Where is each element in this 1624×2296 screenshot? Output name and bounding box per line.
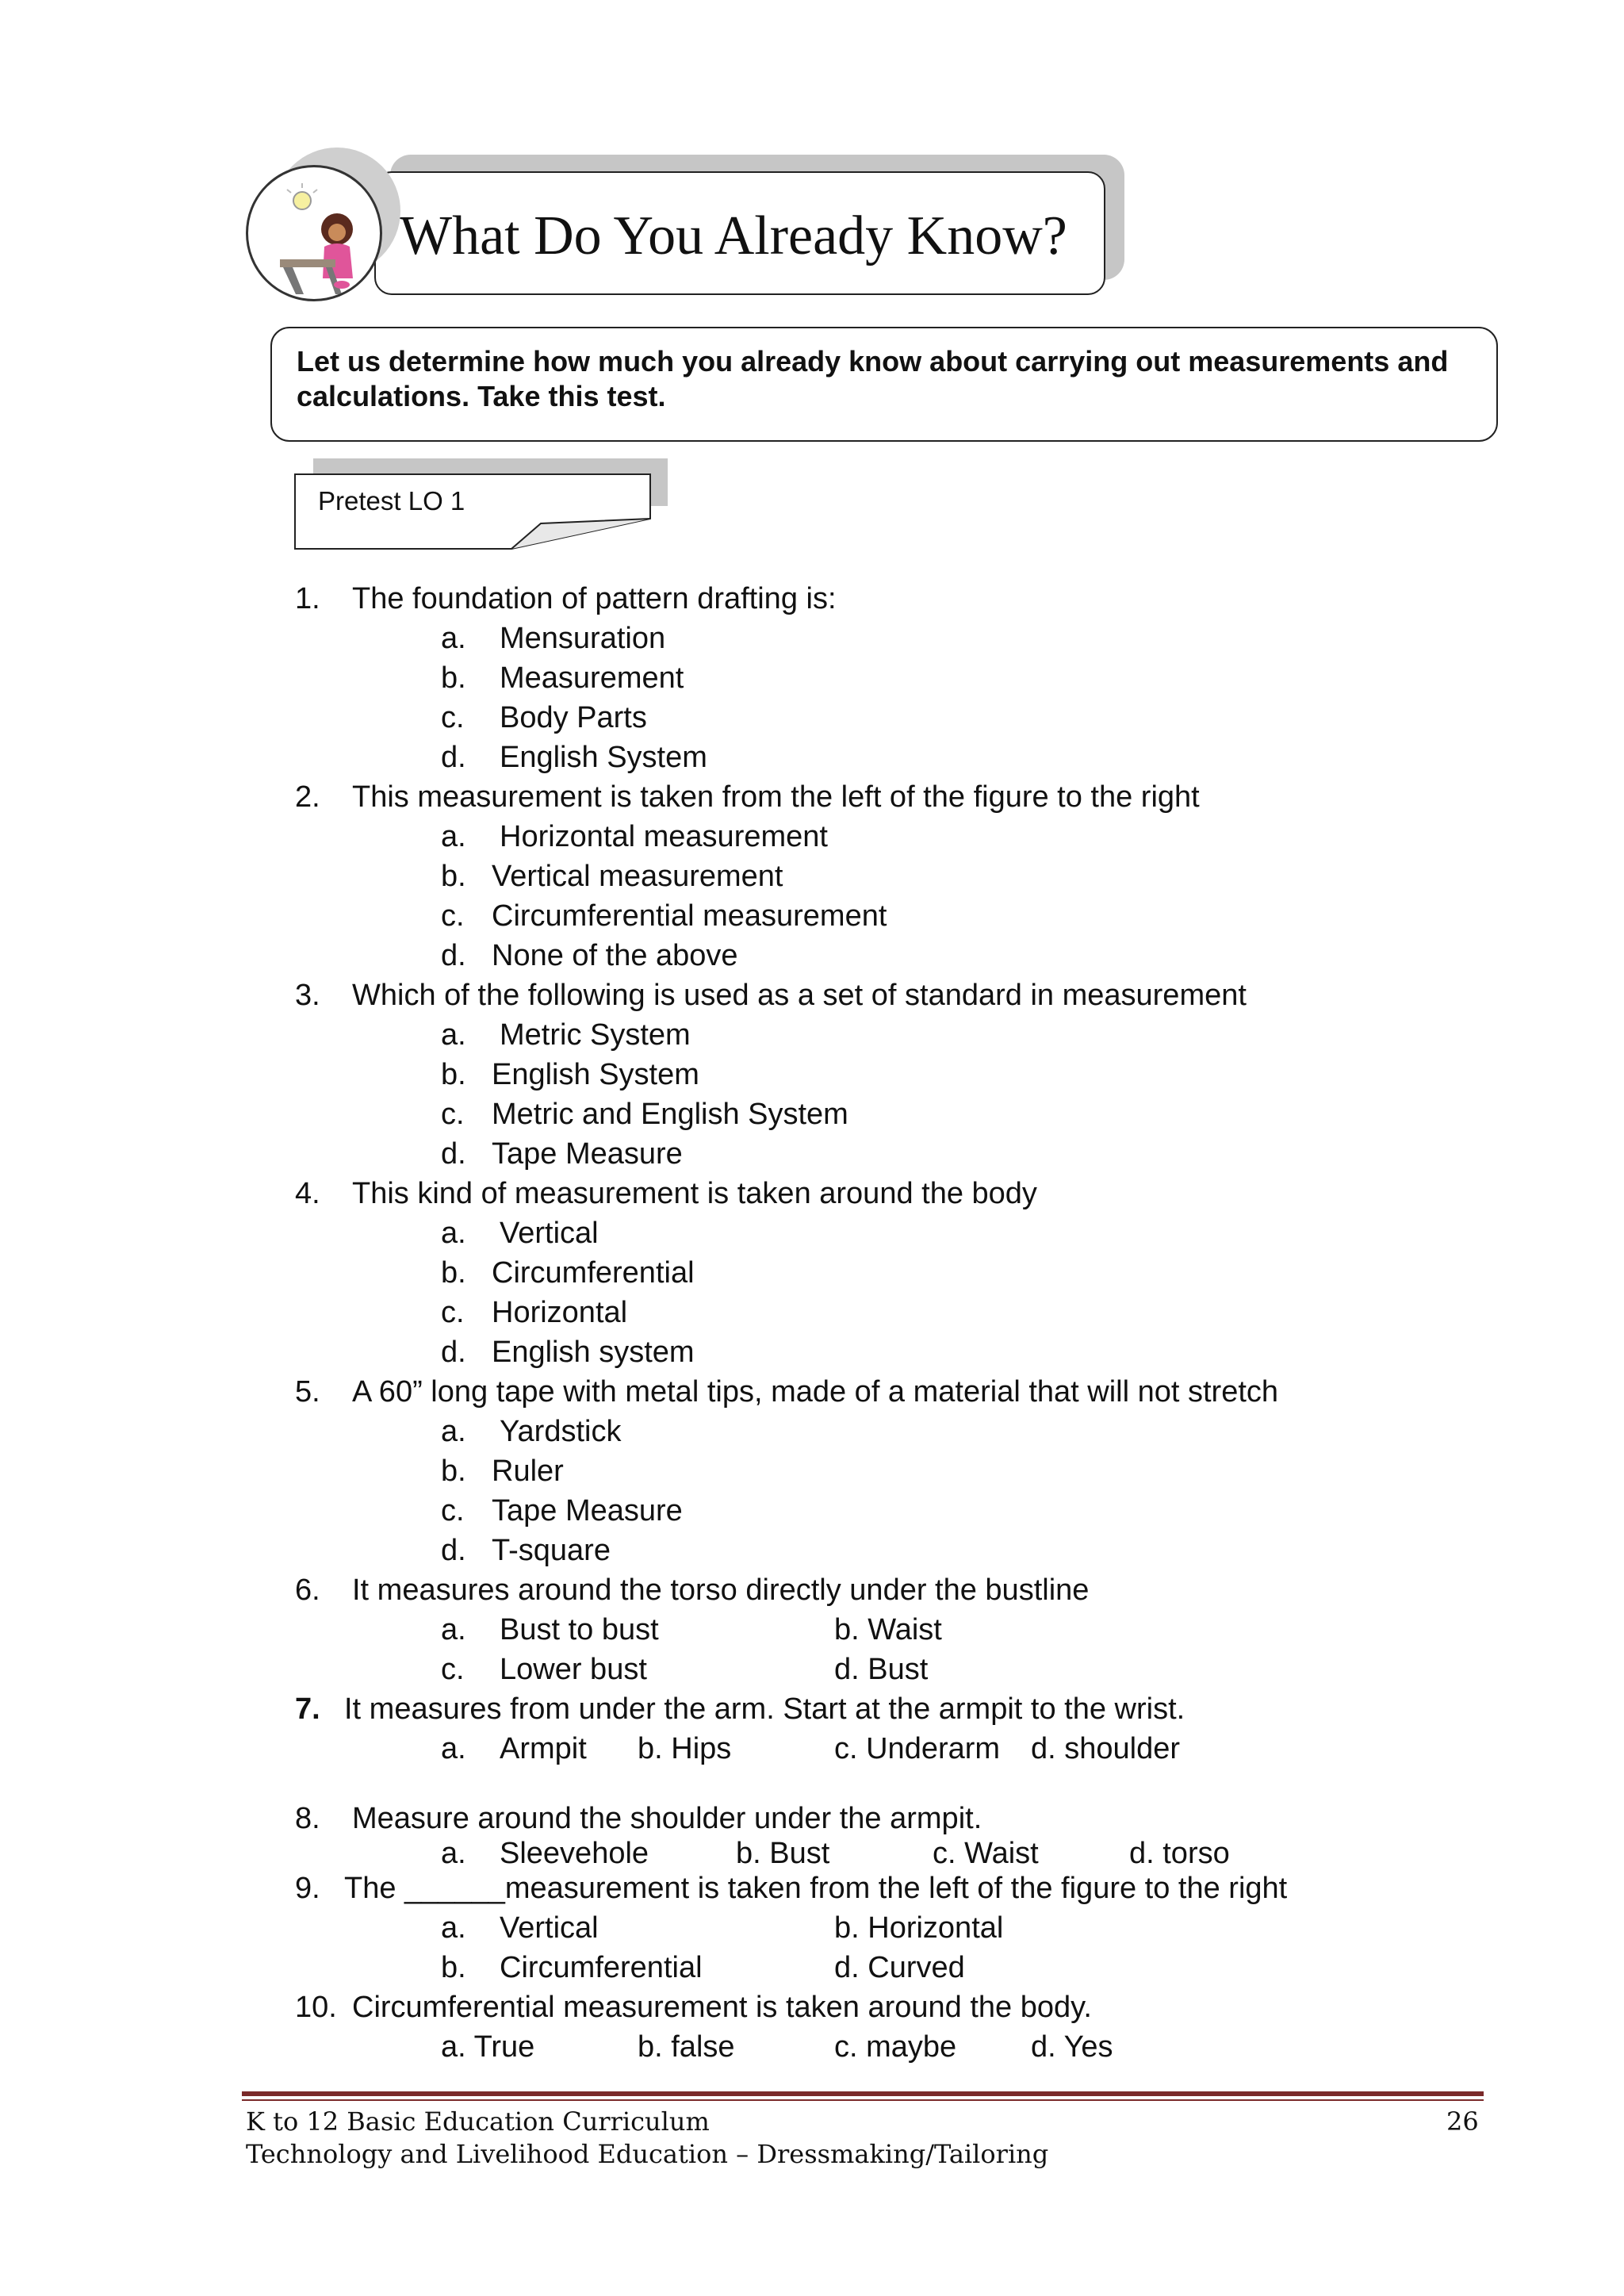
option-text: d. Yes — [1031, 2030, 1113, 2064]
option-text: Vertical — [500, 1217, 599, 1250]
option-letter: d. — [441, 939, 466, 972]
option-letter: a. — [441, 1911, 466, 1945]
footer-rule — [242, 2091, 1484, 2096]
option-text: b. Horizontal — [834, 1911, 1004, 1945]
option-text: d. Bust — [834, 1653, 929, 1686]
option-text: Vertical — [500, 1911, 599, 1945]
option-letter: a. — [441, 1415, 466, 1448]
option-letter: c. — [441, 701, 465, 734]
option-letter: a. — [441, 1217, 466, 1250]
footer-curriculum: K to 12 Basic Education Curriculum — [246, 2106, 710, 2137]
option-letter: d. — [441, 1336, 466, 1369]
question-number: 6. — [295, 1573, 320, 1607]
option-text: Bust to bust — [500, 1613, 659, 1646]
option-text: Measurement — [500, 661, 684, 695]
option-text: Body Parts — [500, 701, 647, 734]
option-letter: a. — [441, 622, 466, 655]
option-text: c. Waist — [933, 1837, 1039, 1870]
option-text: English System — [500, 741, 707, 774]
option-text: T-square — [492, 1534, 611, 1567]
option-text: b. Waist — [834, 1613, 942, 1646]
option-text: Sleevehole — [500, 1837, 649, 1870]
option-text: English system — [492, 1336, 695, 1369]
option-text: Tape Measure — [492, 1494, 683, 1527]
option-text: Circumferential — [500, 1951, 703, 1984]
option-letter: b. — [441, 1951, 466, 1984]
student-at-desk-icon — [246, 165, 382, 301]
option-letter: c. — [441, 1494, 465, 1527]
question-number: 3. — [295, 979, 320, 1012]
pretest-label: Pretest LO 1 — [318, 486, 465, 516]
option-text: Tape Measure — [492, 1137, 683, 1171]
question-text: A 60” long tape with metal tips, made of a material that will not stretch — [352, 1375, 1279, 1409]
page-title: What Do You Already Know? — [400, 205, 1067, 266]
option-text: Horizontal — [492, 1296, 628, 1329]
option-text: c. maybe — [834, 2030, 957, 2064]
option-text: d. torso — [1129, 1837, 1230, 1870]
question-number: 7. — [295, 1692, 320, 1726]
option-text: b. Hips — [638, 1732, 732, 1765]
option-letter: c. — [441, 899, 465, 933]
option-text: Metric System — [500, 1018, 691, 1052]
option-text: Metric and English System — [492, 1098, 848, 1131]
option-letter: a. — [441, 1837, 466, 1870]
question-text: It measures around the torso directly under the bustline — [352, 1573, 1090, 1607]
option-text: None of the above — [492, 939, 738, 972]
option-text: Horizontal measurement — [500, 820, 828, 853]
option-text: a. True — [441, 2030, 535, 2064]
question-number: 4. — [295, 1177, 320, 1210]
option-letter: d. — [441, 1137, 466, 1171]
option-letter: a. — [441, 1018, 466, 1052]
option-text: Mensuration — [500, 622, 666, 655]
question-number: 10. — [295, 1991, 337, 2024]
question-number: 5. — [295, 1375, 320, 1409]
option-text: Circumferential measurement — [492, 899, 887, 933]
question-number: 1. — [295, 582, 320, 615]
question-text: The foundation of pattern drafting is: — [352, 582, 837, 615]
option-text: English System — [492, 1058, 699, 1091]
option-letter: c. — [441, 1098, 465, 1131]
option-text: Yardstick — [500, 1415, 622, 1448]
option-letter: b. — [441, 860, 466, 893]
footer-rule-thin — [242, 2099, 1484, 2101]
option-letter: b. — [441, 1058, 466, 1091]
question-text: Circumferential measurement is taken around the body. — [352, 1991, 1092, 2024]
option-letter: b. — [441, 1455, 466, 1488]
option-text: Armpit — [500, 1732, 587, 1765]
option-letter: c. — [441, 1653, 465, 1686]
option-letter: a. — [441, 1732, 466, 1765]
option-text: d. Curved — [834, 1951, 965, 1984]
option-text: Vertical measurement — [492, 860, 783, 893]
option-letter: d. — [441, 741, 466, 774]
option-text: b. false — [638, 2030, 735, 2064]
question-text: Which of the following is used as a set of standard in measurement — [352, 979, 1247, 1012]
option-letter: a. — [441, 820, 466, 853]
option-letter: b. — [441, 1256, 466, 1290]
question-text: This kind of measurement is taken around the body — [352, 1177, 1037, 1210]
option-text: c. Underarm — [834, 1732, 1001, 1765]
question-number: 8. — [295, 1802, 320, 1835]
option-text: Lower bust — [500, 1653, 647, 1686]
option-letter: b. — [441, 661, 466, 695]
question-number: 2. — [295, 780, 320, 814]
option-text: d. shoulder — [1031, 1732, 1181, 1765]
option-text: b. Bust — [736, 1837, 830, 1870]
page-number: 26 — [1446, 2106, 1479, 2137]
question-number: 9. — [295, 1872, 320, 1905]
question-text: It measures from under the arm. Start at the armpit to the wrist. — [344, 1692, 1185, 1726]
option-letter: a. — [441, 1613, 466, 1646]
option-text: Circumferential — [492, 1256, 695, 1290]
question-text: The ______measurement is taken from the left of the figure to the right — [344, 1872, 1288, 1905]
footer-subject: Technology and Livelihood Education – Dressmaking/Tailoring — [246, 2139, 1049, 2169]
option-letter: c. — [441, 1296, 465, 1329]
option-text: Ruler — [492, 1455, 564, 1488]
option-letter: d. — [441, 1534, 466, 1567]
question-text: Measure around the shoulder under the armpit. — [352, 1802, 982, 1835]
question-text: This measurement is taken from the left of the figure to the right — [352, 780, 1200, 814]
instructions-text: Let us determine how much you already know about carrying out measurements and calculations. Take this test. — [297, 345, 1449, 412]
